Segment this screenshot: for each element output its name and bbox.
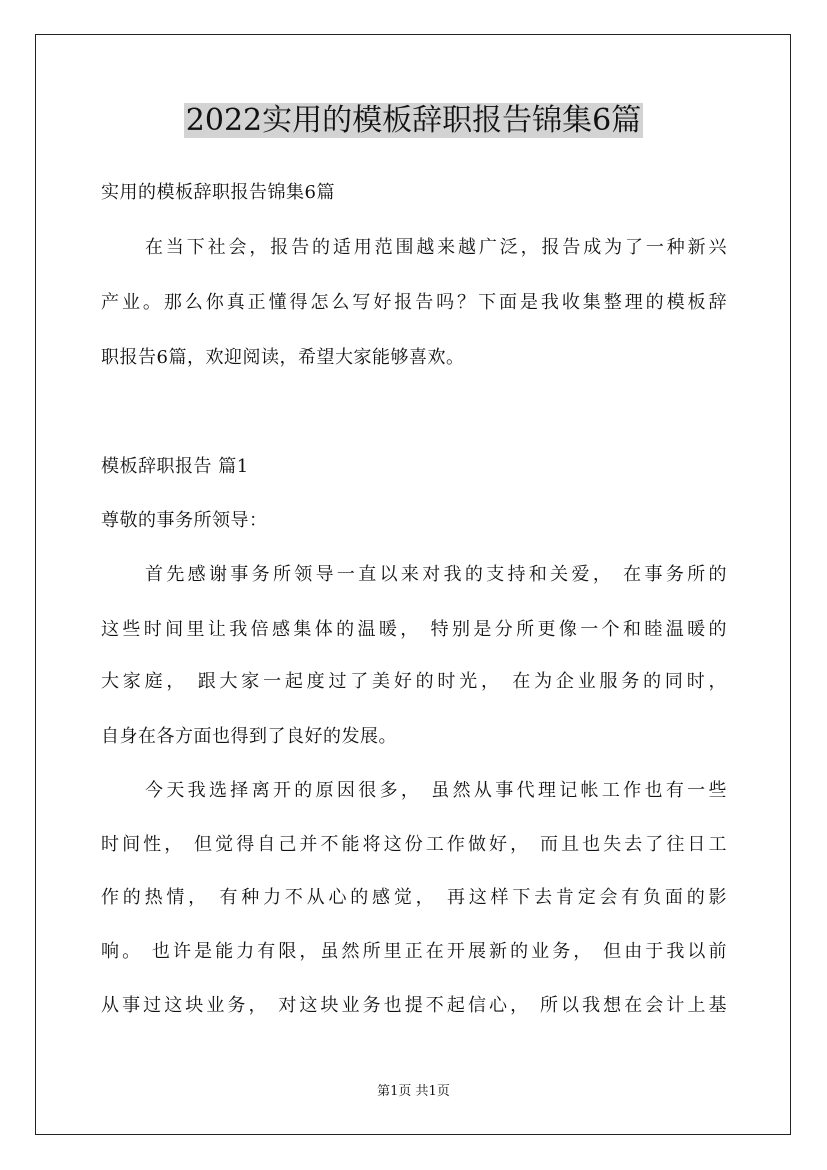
intro-line: 产业。那么你真正懂得怎么写好报告吗？下面是我收集整理的模板辞 bbox=[101, 292, 727, 313]
intro-line: 在当下社会，报告的适用范围越来越广泛，报告成为了一种新兴 bbox=[145, 237, 727, 258]
section-heading: 模板辞职报告 篇1 bbox=[101, 456, 249, 477]
page-footer: 第1页 共1页 bbox=[377, 1084, 450, 1099]
document-title: 2022实用的模板辞职报告锦集6篇 bbox=[185, 103, 642, 138]
paragraph-line: 今天我选择离开的原因很多， 虽然从事代理记帐工作也有一些 bbox=[145, 780, 727, 801]
paragraph-line: 响。 也许是能力有限，虽然所里正在开展新的业务， 但由于我以前 bbox=[101, 941, 727, 962]
paragraph-line: 这些时间里让我倍感集体的温暖， 特别是分所更像一个和睦温暖的 bbox=[101, 619, 727, 640]
paragraph-line: 自身在各方面也得到了良好的发展。 bbox=[101, 726, 397, 747]
subtitle: 实用的模板辞职报告锦集6篇 bbox=[101, 182, 335, 203]
paragraph-line: 作的热情， 有种力不从心的感觉， 再这样下去肯定会有负面的影 bbox=[101, 887, 727, 908]
paragraph-line: 首先感谢事务所领导一直以来对我的支持和关爱， 在事务所的 bbox=[145, 564, 727, 585]
intro-line: 职报告6篇，欢迎阅读，希望大家能够喜欢。 bbox=[101, 347, 465, 368]
salutation: 尊敬的事务所领导： bbox=[101, 510, 268, 531]
paragraph-line: 从事过这块业务， 对这块业务也提不起信心， 所以我想在会计上基 bbox=[101, 995, 727, 1016]
paragraph-line: 时间性， 但觉得自己并不能将这份工作做好， 而且也失去了往日工 bbox=[101, 834, 727, 855]
paragraph-line: 大家庭， 跟大家一起度过了美好的时光， 在为企业服务的同时， bbox=[101, 671, 727, 692]
